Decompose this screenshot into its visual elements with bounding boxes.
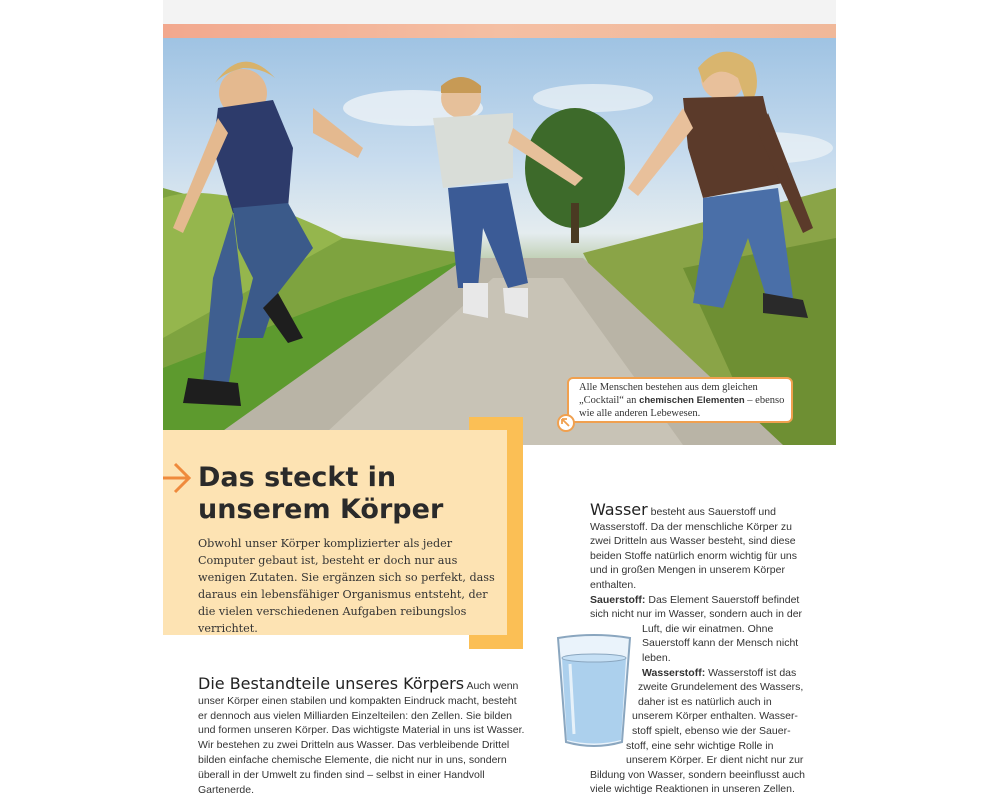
page-title-line1: Das steckt in bbox=[198, 462, 397, 493]
hydrogen-line-6: unserem Körper. Er dient nicht nur zur bbox=[626, 754, 804, 767]
intro-text: Obwohl unser Körper komplizierter als jeder Computer gebaut ist, besteht er doch nur aus wenigen Zutaten. Sie ergänzen sich so perfekt, dass daraus ein lebensfähiger Organismus entsteht, der die vielen verschiedenen Aufgaben reibungslos verrichtet. bbox=[198, 537, 495, 635]
hydrogen-line-1: zweite Grundelement des Wassers, bbox=[638, 681, 804, 694]
caption-text-bold: chemischen Elementen bbox=[639, 395, 745, 406]
book-page bbox=[163, 0, 836, 800]
caption-text-part1: Alle Menschen bestehen aus dem gleichen „Cocktail“ an bbox=[579, 382, 758, 406]
hydrogen-line-4: stoff spielt, ebenso wie der Sauer- bbox=[632, 724, 791, 737]
water-text: besteht aus Sauerstoff und Wasserstoff. Da der menschliche Körper zu zwei Dritteln aus Wasser besteht, sind diese beiden Stoffe natürlich enorm wichtig für uns und in großen Mengen in unserem Körper enthalten. bbox=[590, 506, 798, 591]
top-band bbox=[163, 0, 836, 24]
caption-arrow-icon bbox=[557, 414, 575, 432]
oxygen-line-4: leben. bbox=[642, 651, 671, 664]
caption-text-part2: – ebenso wie alle anderen Lebewesen. bbox=[579, 395, 785, 419]
arrow-right-icon bbox=[163, 460, 193, 496]
hydrogen-line-0: Wasserstoff ist das bbox=[708, 666, 797, 679]
components-text: Auch wenn unser Körper einen stabilen und kompakten Eindruck macht, besteht er dennoch aus vielen Milliarden Einzelteilen: den Zellen. Sie bilden und formen unseren Körper. Das wichtigste Material in uns ist Wasser. Wir bestehen zu zwei Dritteln aus Wasser. Das verbleibende Drittel bilden einfache chemische Elemente, die nicht nur in uns, sondern überall in der Umwelt zu finden sind – selbst in einer Handvoll Gartenerde. bbox=[198, 680, 525, 796]
hydrogen-label: Wasserstoff: bbox=[642, 666, 706, 679]
hydrogen-line-5: stoff, eine sehr wichtige Rolle in bbox=[626, 739, 774, 752]
page-title-line2: unserem Körper bbox=[198, 494, 444, 525]
oxygen-label: Sauerstoff: bbox=[590, 593, 646, 606]
hydrogen-line-2: daher ist es natürlich auch in bbox=[638, 695, 772, 708]
components-heading: Die Bestandteile unseres Körpers bbox=[198, 674, 465, 693]
water-heading: Wasser bbox=[590, 500, 648, 519]
oxygen-line-1: sich nicht nur im Wasser, sondern auch in der bbox=[590, 608, 803, 621]
photo-caption bbox=[567, 377, 793, 423]
water-section bbox=[590, 500, 805, 797]
oxygen-line-0: Das Element Sauerstoff befindet bbox=[648, 593, 800, 606]
components-section bbox=[198, 674, 528, 797]
hydrogen-line-7: Bildung von Wasser, sondern beeinflusst auch bbox=[590, 768, 805, 781]
hydrogen-line-8: viele wichtige Reaktionen in unseren Zellen. bbox=[590, 783, 795, 796]
header-stripe bbox=[163, 24, 836, 38]
oxygen-line-2: Luft, die wir einatmen. Ohne bbox=[642, 622, 774, 635]
oxygen-line-3: Sauerstoff kann der Mensch nicht bbox=[642, 637, 799, 650]
page-title bbox=[198, 462, 498, 526]
hydrogen-line-3: unserem Körper enthalten. Wasser- bbox=[632, 710, 798, 723]
